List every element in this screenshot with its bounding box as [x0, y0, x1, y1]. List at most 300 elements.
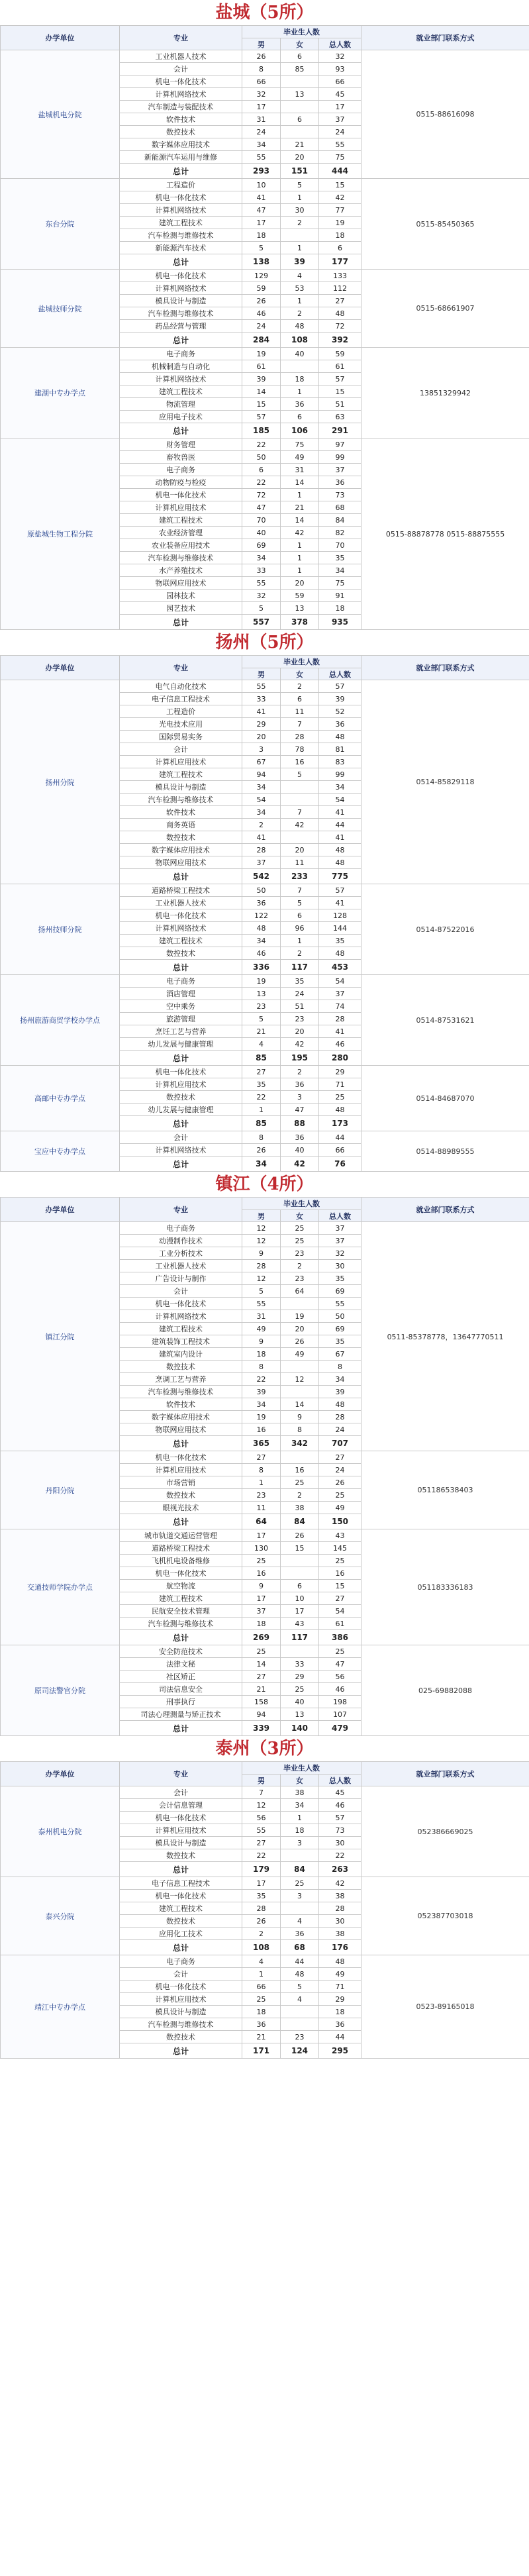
total-count: 74 [319, 1000, 361, 1013]
male-count: 4 [242, 1955, 281, 1968]
female-count: 26 [281, 1335, 319, 1348]
total-count: 75 [319, 151, 361, 164]
female-count: 33 [281, 1658, 319, 1671]
male-count: 158 [242, 1696, 281, 1708]
female-count: 15 [281, 1542, 319, 1555]
female-count: 8 [281, 1423, 319, 1436]
total-female: 124 [281, 2043, 319, 2059]
male-count: 26 [242, 50, 281, 63]
total-male: 85 [242, 1051, 281, 1066]
total-count: 28 [319, 1902, 361, 1915]
school-name: 镇江分院 [1, 1222, 120, 1451]
female-count: 5 [281, 1981, 319, 1993]
major-cell: 汽车检测与维修技术 [120, 794, 242, 806]
major-cell: 软件技术 [120, 1398, 242, 1411]
major-cell: 工业机器人技术 [120, 1260, 242, 1272]
total-count: 70 [319, 539, 361, 552]
major-cell: 计算机应用技术 [120, 756, 242, 768]
male-count: 9 [242, 1247, 281, 1260]
total-count: 91 [319, 590, 361, 602]
total-count: 57 [319, 373, 361, 386]
total-count: 30 [319, 1915, 361, 1928]
total-count: 32 [319, 50, 361, 63]
male-count: 9 [242, 1335, 281, 1348]
table-row [1, 179, 529, 191]
male-count: 29 [242, 718, 281, 731]
female-count: 2 [281, 947, 319, 960]
female-count: 2 [281, 1260, 319, 1272]
major-cell: 电子商务 [120, 975, 242, 988]
male-count: 66 [242, 76, 281, 88]
male-count: 7 [242, 1786, 281, 1799]
total-all: 479 [319, 1721, 361, 1736]
total-count: 36 [319, 476, 361, 489]
total-count: 83 [319, 756, 361, 768]
total-count: 38 [319, 1890, 361, 1902]
header-female: 女 [281, 38, 319, 50]
total-male: 108 [242, 1940, 281, 1955]
male-count: 34 [242, 552, 281, 564]
table-row [1, 1222, 529, 1235]
total-count: 28 [319, 1013, 361, 1025]
female-count: 20 [281, 1025, 319, 1038]
major-cell: 工程造价 [120, 705, 242, 718]
female-count: 4 [281, 1993, 319, 2006]
school-name: 高邮中专办学点 [1, 1066, 120, 1131]
school-name: 扬州技师分院 [1, 884, 120, 975]
male-count: 61 [242, 360, 281, 373]
female-count: 2 [281, 217, 319, 229]
major-cell: 计算机应用技术 [120, 1993, 242, 2006]
male-count: 32 [242, 590, 281, 602]
total-count: 59 [319, 348, 361, 360]
female-count: 17 [281, 1605, 319, 1618]
male-count: 50 [242, 451, 281, 464]
school-name: 扬州旅游商贸学校办学点 [1, 975, 120, 1066]
male-count: 57 [242, 411, 281, 423]
total-count: 37 [319, 988, 361, 1000]
female-count: 40 [281, 348, 319, 360]
major-cell: 城市轨道交通运营管理 [120, 1529, 242, 1542]
header-school: 办学单位 [1, 656, 120, 680]
male-count: 2 [242, 819, 281, 831]
total-count: 71 [319, 1078, 361, 1091]
female-count: 16 [281, 1464, 319, 1476]
male-count: 8 [242, 1131, 281, 1144]
header-major: 专业 [120, 656, 242, 680]
female-count: 4 [281, 1915, 319, 1928]
contact-phone: 13851329942 [361, 348, 529, 438]
total-female: 68 [281, 1940, 319, 1955]
female-count [281, 2018, 319, 2031]
major-cell: 物流管理 [120, 398, 242, 411]
male-count: 27 [242, 1451, 281, 1464]
female-count [281, 794, 319, 806]
total-count: 35 [319, 1272, 361, 1285]
total-all: 453 [319, 960, 361, 975]
table-row [1, 270, 529, 282]
female-count: 26 [281, 1529, 319, 1542]
major-cell: 商务英语 [120, 819, 242, 831]
school-name: 扬州分院 [1, 680, 120, 884]
total-all: 775 [319, 869, 361, 884]
total-count: 57 [319, 884, 361, 897]
female-count: 14 [281, 476, 319, 489]
school-name: 泰兴分院 [1, 1877, 120, 1955]
major-cell: 机电一体化技术 [120, 1567, 242, 1580]
major-cell: 电子商务 [120, 464, 242, 476]
total-count: 24 [319, 1464, 361, 1476]
male-count: 27 [242, 1671, 281, 1683]
male-count: 24 [242, 126, 281, 138]
major-cell: 光电技术应用 [120, 718, 242, 731]
female-count: 78 [281, 743, 319, 756]
major-cell: 数字媒体应用技术 [120, 844, 242, 856]
total-count: 41 [319, 1025, 361, 1038]
major-cell: 数控技术 [120, 126, 242, 138]
total-count: 47 [319, 1658, 361, 1671]
major-cell: 建筑工程技术 [120, 514, 242, 527]
male-count: 55 [242, 577, 281, 590]
female-count: 2 [281, 680, 319, 693]
female-count: 25 [281, 1476, 319, 1489]
major-cell: 机电一体化技术 [120, 1890, 242, 1902]
female-count: 36 [281, 398, 319, 411]
male-count: 46 [242, 307, 281, 320]
male-count: 5 [242, 602, 281, 615]
female-count: 3 [281, 1890, 319, 1902]
major-cell: 汽车制造与装配技术 [120, 101, 242, 113]
major-cell: 工业分析技术 [120, 1247, 242, 1260]
total-count: 55 [319, 138, 361, 151]
total-count: 37 [319, 1235, 361, 1247]
contact-phone: 0523-89165018 [361, 1955, 529, 2059]
male-count: 9 [242, 1580, 281, 1592]
contact-phone: 0514-87522016 [361, 884, 529, 975]
total-label: 总计 [120, 1862, 242, 1877]
total-count: 66 [319, 76, 361, 88]
total-count: 37 [319, 464, 361, 476]
header-grads: 毕业生人数 [242, 1762, 361, 1775]
female-count: 42 [281, 1038, 319, 1051]
female-count: 1 [281, 191, 319, 204]
male-count: 14 [242, 1658, 281, 1671]
school-name: 盐城机电分院 [1, 50, 120, 179]
male-count: 32 [242, 88, 281, 101]
female-count: 6 [281, 909, 319, 922]
total-count: 198 [319, 1696, 361, 1708]
female-count: 49 [281, 451, 319, 464]
male-count: 3 [242, 743, 281, 756]
major-cell: 建筑室内设计 [120, 1348, 242, 1361]
total-all: 291 [319, 423, 361, 438]
contact-phone: 025-69882088 [361, 1645, 529, 1736]
male-count: 59 [242, 282, 281, 295]
major-cell: 数控技术 [120, 1361, 242, 1373]
male-count: 5 [242, 1285, 281, 1298]
total-label: 总计 [120, 164, 242, 179]
total-count: 25 [319, 1489, 361, 1502]
total-label: 总计 [120, 869, 242, 884]
header-total: 总人数 [319, 1775, 361, 1786]
female-count: 20 [281, 577, 319, 590]
total-all: 707 [319, 1436, 361, 1451]
total-count: 36 [319, 2018, 361, 2031]
male-count: 12 [242, 1272, 281, 1285]
school-name: 靖江中专办学点 [1, 1955, 120, 2059]
header-male: 男 [242, 668, 281, 680]
male-count: 54 [242, 794, 281, 806]
male-count: 4 [242, 1038, 281, 1051]
major-cell: 建筑工程技术 [120, 768, 242, 781]
total-female: 140 [281, 1721, 319, 1736]
female-count [281, 831, 319, 844]
female-count: 48 [281, 320, 319, 333]
school-name: 宝应中专办学点 [1, 1131, 120, 1172]
total-count: 38 [319, 1928, 361, 1940]
total-count: 66 [319, 1144, 361, 1157]
female-count [281, 76, 319, 88]
male-count: 8 [242, 1464, 281, 1476]
male-count: 11 [242, 1502, 281, 1514]
city-table [0, 1761, 529, 2059]
total-count: 81 [319, 743, 361, 756]
table-row [1, 1529, 529, 1542]
female-count: 9 [281, 1411, 319, 1423]
total-count: 48 [319, 1398, 361, 1411]
city-table [0, 25, 529, 630]
total-count: 25 [319, 1555, 361, 1567]
total-label: 总计 [120, 1116, 242, 1131]
male-count: 17 [242, 1529, 281, 1542]
city-title: 泰州（3所） [215, 1739, 314, 1759]
female-count: 31 [281, 464, 319, 476]
major-cell: 工业机器人技术 [120, 897, 242, 909]
male-count: 46 [242, 947, 281, 960]
total-count: 18 [319, 2006, 361, 2018]
female-count: 16 [281, 756, 319, 768]
header-contact: 就业部门联系方式 [361, 656, 529, 680]
major-cell: 数字媒体应用技术 [120, 1411, 242, 1423]
female-count: 13 [281, 88, 319, 101]
contact-phone: 0511-85378778，13647770511 [361, 1222, 529, 1451]
total-count: 15 [319, 1580, 361, 1592]
city-table [0, 655, 529, 1172]
header-grads: 毕业生人数 [242, 656, 361, 668]
male-count: 37 [242, 1605, 281, 1618]
major-cell: 模具设计与制造 [120, 2006, 242, 2018]
female-count: 20 [281, 844, 319, 856]
female-count [281, 126, 319, 138]
total-all: 392 [319, 333, 361, 348]
major-cell: 建筑工程技术 [120, 1902, 242, 1915]
city-title: 扬州（5所） [215, 633, 314, 652]
header-row [1, 1198, 529, 1210]
major-cell: 软件技术 [120, 113, 242, 126]
major-cell: 道路桥梁工程技术 [120, 1542, 242, 1555]
major-cell: 工业机器人技术 [120, 50, 242, 63]
major-cell: 数控技术 [120, 2031, 242, 2043]
total-female: 233 [281, 869, 319, 884]
major-cell: 幼儿发展与健康管理 [120, 1104, 242, 1116]
male-count: 18 [242, 1348, 281, 1361]
total-count: 35 [319, 552, 361, 564]
major-cell: 物联网应用技术 [120, 577, 242, 590]
major-cell: 会计 [120, 1131, 242, 1144]
female-count: 42 [281, 527, 319, 539]
total-label: 总计 [120, 1436, 242, 1451]
major-cell: 电子信息工程技术 [120, 693, 242, 705]
male-count: 19 [242, 975, 281, 988]
male-count: 1 [242, 1104, 281, 1116]
female-count: 28 [281, 731, 319, 743]
total-female: 84 [281, 1862, 319, 1877]
table-row [1, 975, 529, 988]
major-cell: 计算机网络技术 [120, 1144, 242, 1157]
total-female: 84 [281, 1514, 319, 1529]
major-cell: 计算机网络技术 [120, 1310, 242, 1323]
male-count: 23 [242, 1000, 281, 1013]
female-count: 6 [281, 113, 319, 126]
female-count [281, 1386, 319, 1398]
total-label: 总计 [120, 1514, 242, 1529]
male-count: 47 [242, 501, 281, 514]
female-count [281, 1298, 319, 1310]
female-count: 11 [281, 856, 319, 869]
total-all: 176 [319, 1940, 361, 1955]
male-count: 5 [242, 242, 281, 254]
total-count: 112 [319, 282, 361, 295]
female-count: 48 [281, 1968, 319, 1981]
total-count: 15 [319, 386, 361, 398]
total-count: 43 [319, 1529, 361, 1542]
female-count: 34 [281, 1799, 319, 1812]
total-count: 48 [319, 856, 361, 869]
male-count: 34 [242, 781, 281, 794]
total-count: 25 [319, 1091, 361, 1104]
total-count: 57 [319, 1812, 361, 1824]
male-count: 66 [242, 1981, 281, 1993]
female-count [281, 1555, 319, 1567]
table-row [1, 1786, 529, 1799]
total-male: 171 [242, 2043, 281, 2059]
header-grads: 毕业生人数 [242, 26, 361, 38]
female-count: 44 [281, 1955, 319, 1968]
male-count: 41 [242, 191, 281, 204]
major-cell: 建筑工程技术 [120, 1592, 242, 1605]
male-count: 25 [242, 1993, 281, 2006]
female-count: 25 [281, 1235, 319, 1247]
major-cell: 计算机应用技术 [120, 1078, 242, 1091]
female-count: 38 [281, 1502, 319, 1514]
female-count: 51 [281, 1000, 319, 1013]
total-all: 280 [319, 1051, 361, 1066]
total-count: 44 [319, 2031, 361, 2043]
header-total: 总人数 [319, 668, 361, 680]
total-female: 39 [281, 254, 319, 270]
major-cell: 机电一体化技术 [120, 1066, 242, 1078]
major-cell: 幼儿发展与健康管理 [120, 1038, 242, 1051]
major-cell: 计算机网络技术 [120, 373, 242, 386]
major-cell: 新能源汽车运用与维修 [120, 151, 242, 164]
female-count: 6 [281, 693, 319, 705]
male-count: 17 [242, 217, 281, 229]
header-major: 专业 [120, 26, 242, 50]
total-count: 19 [319, 217, 361, 229]
female-count: 23 [281, 2031, 319, 2043]
table-row [1, 884, 529, 897]
total-count: 45 [319, 88, 361, 101]
male-count: 129 [242, 270, 281, 282]
male-count: 21 [242, 1683, 281, 1696]
header-female: 女 [281, 668, 319, 680]
male-count: 70 [242, 514, 281, 527]
female-count [281, 2006, 319, 2018]
female-count: 47 [281, 1104, 319, 1116]
total-count: 75 [319, 577, 361, 590]
female-count: 42 [281, 819, 319, 831]
header-female: 女 [281, 1775, 319, 1786]
total-label: 总计 [120, 1940, 242, 1955]
male-count: 40 [242, 527, 281, 539]
school-name: 泰州机电分院 [1, 1786, 120, 1877]
total-count: 18 [319, 229, 361, 242]
total-female: 117 [281, 1630, 319, 1645]
major-cell: 空中乘务 [120, 1000, 242, 1013]
female-count: 3 [281, 1837, 319, 1849]
school-name: 东台分院 [1, 179, 120, 270]
total-count: 67 [319, 1348, 361, 1361]
male-count: 39 [242, 373, 281, 386]
total-all: 263 [319, 1862, 361, 1877]
table-row [1, 1955, 529, 1968]
female-count: 14 [281, 1398, 319, 1411]
total-count: 35 [319, 935, 361, 947]
major-cell: 新能源汽车技术 [120, 242, 242, 254]
table-row [1, 1451, 529, 1464]
female-count: 11 [281, 705, 319, 718]
total-male: 269 [242, 1630, 281, 1645]
male-count: 35 [242, 1078, 281, 1091]
male-count: 8 [242, 1361, 281, 1373]
male-count: 17 [242, 101, 281, 113]
total-female: 106 [281, 423, 319, 438]
male-count: 20 [242, 731, 281, 743]
total-count: 22 [319, 1849, 361, 1862]
male-count: 55 [242, 1824, 281, 1837]
male-count: 10 [242, 179, 281, 191]
major-cell: 汽车检测与维修技术 [120, 1618, 242, 1630]
major-cell: 旅游管理 [120, 1013, 242, 1025]
female-count: 36 [281, 1928, 319, 1940]
female-count [281, 1645, 319, 1658]
total-count: 32 [319, 1247, 361, 1260]
total-count: 93 [319, 63, 361, 76]
major-cell: 汽车检测与维修技术 [120, 229, 242, 242]
male-count: 27 [242, 1066, 281, 1078]
city-section [0, 1172, 529, 1736]
female-count: 25 [281, 1683, 319, 1696]
major-cell: 飞机机电设备维修 [120, 1555, 242, 1567]
total-label: 总计 [120, 423, 242, 438]
total-count: 30 [319, 1260, 361, 1272]
school-name: 盐城技师分院 [1, 270, 120, 348]
total-count: 41 [319, 806, 361, 819]
total-female: 195 [281, 1051, 319, 1066]
total-count: 8 [319, 1361, 361, 1373]
total-male: 34 [242, 1157, 281, 1172]
major-cell: 药品经营与管理 [120, 320, 242, 333]
